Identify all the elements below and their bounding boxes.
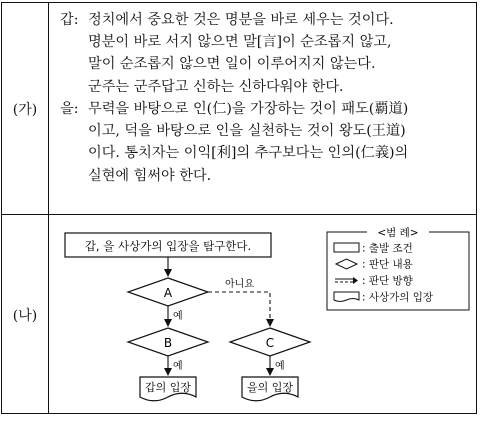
passage-eul <box>60 98 408 187</box>
yes-label-a: 예 <box>173 311 183 322</box>
row-label-na: (나) <box>12 308 38 324</box>
node-b-label: B <box>163 336 173 350</box>
eul-line-2: 이고, 덕을 바탕으로 인을 실천하는 것이 왕도(王道) <box>88 123 406 140</box>
gap-line-1: 갑: 정치에서 중요한 것은 명분을 바로 세우는 것이다. <box>60 9 394 31</box>
yes-label-b: 예 <box>173 361 183 372</box>
speaker-eul: 을: <box>60 101 79 117</box>
yes-label-c: 예 <box>275 361 285 372</box>
legend-item-start: : 출발 조건 <box>362 242 413 255</box>
row-label-ga: (가) <box>12 102 38 118</box>
eul-line-4: 실현에 힘써야 한다. <box>88 167 212 184</box>
start-text: 갑, 을 사상가의 입장을 탐구한다. <box>84 239 252 253</box>
arrow-a-to-c <box>208 292 270 326</box>
passage-gap <box>60 9 394 98</box>
eul-line-1: 을: 무력을 바탕으로 인(仁)을 가장하는 것이 패도(覇道) <box>60 98 408 120</box>
legend-item-judge: : 판단 내용 <box>362 258 413 271</box>
legend-item-position: : 사상가의 입장 <box>362 291 434 304</box>
gap-line-4: 군주는 군주답고 신하는 신하다워야 한다. <box>88 78 344 95</box>
eul-line-3: 이다. 통치자는 이익[利]의 추구보다는 인의(仁義)의 <box>88 145 409 162</box>
speaker-gap: 갑: <box>60 12 79 28</box>
legend <box>327 226 469 310</box>
node-a-label: A <box>163 286 173 300</box>
rectangle-icon <box>334 243 359 252</box>
flowchart <box>49 215 475 413</box>
result-gap-label: 갑의 입장 <box>144 381 192 394</box>
result-eul-label: 을의 입장 <box>246 381 294 394</box>
gap-line-3: 말이 순조롭지 않으면 일이 이루어지지 않는다. <box>88 56 376 73</box>
node-c-label: C <box>265 336 275 350</box>
legend-item-direction: : 판단 방향 <box>362 275 413 287</box>
legend-title: <범 례> <box>377 227 419 239</box>
no-label-a: 아니요 <box>225 279 254 290</box>
gap-line-2: 명분이 바로 서지 않으면 말[言]이 순조롭지 않고, <box>88 34 392 51</box>
question-table <box>1 2 477 414</box>
